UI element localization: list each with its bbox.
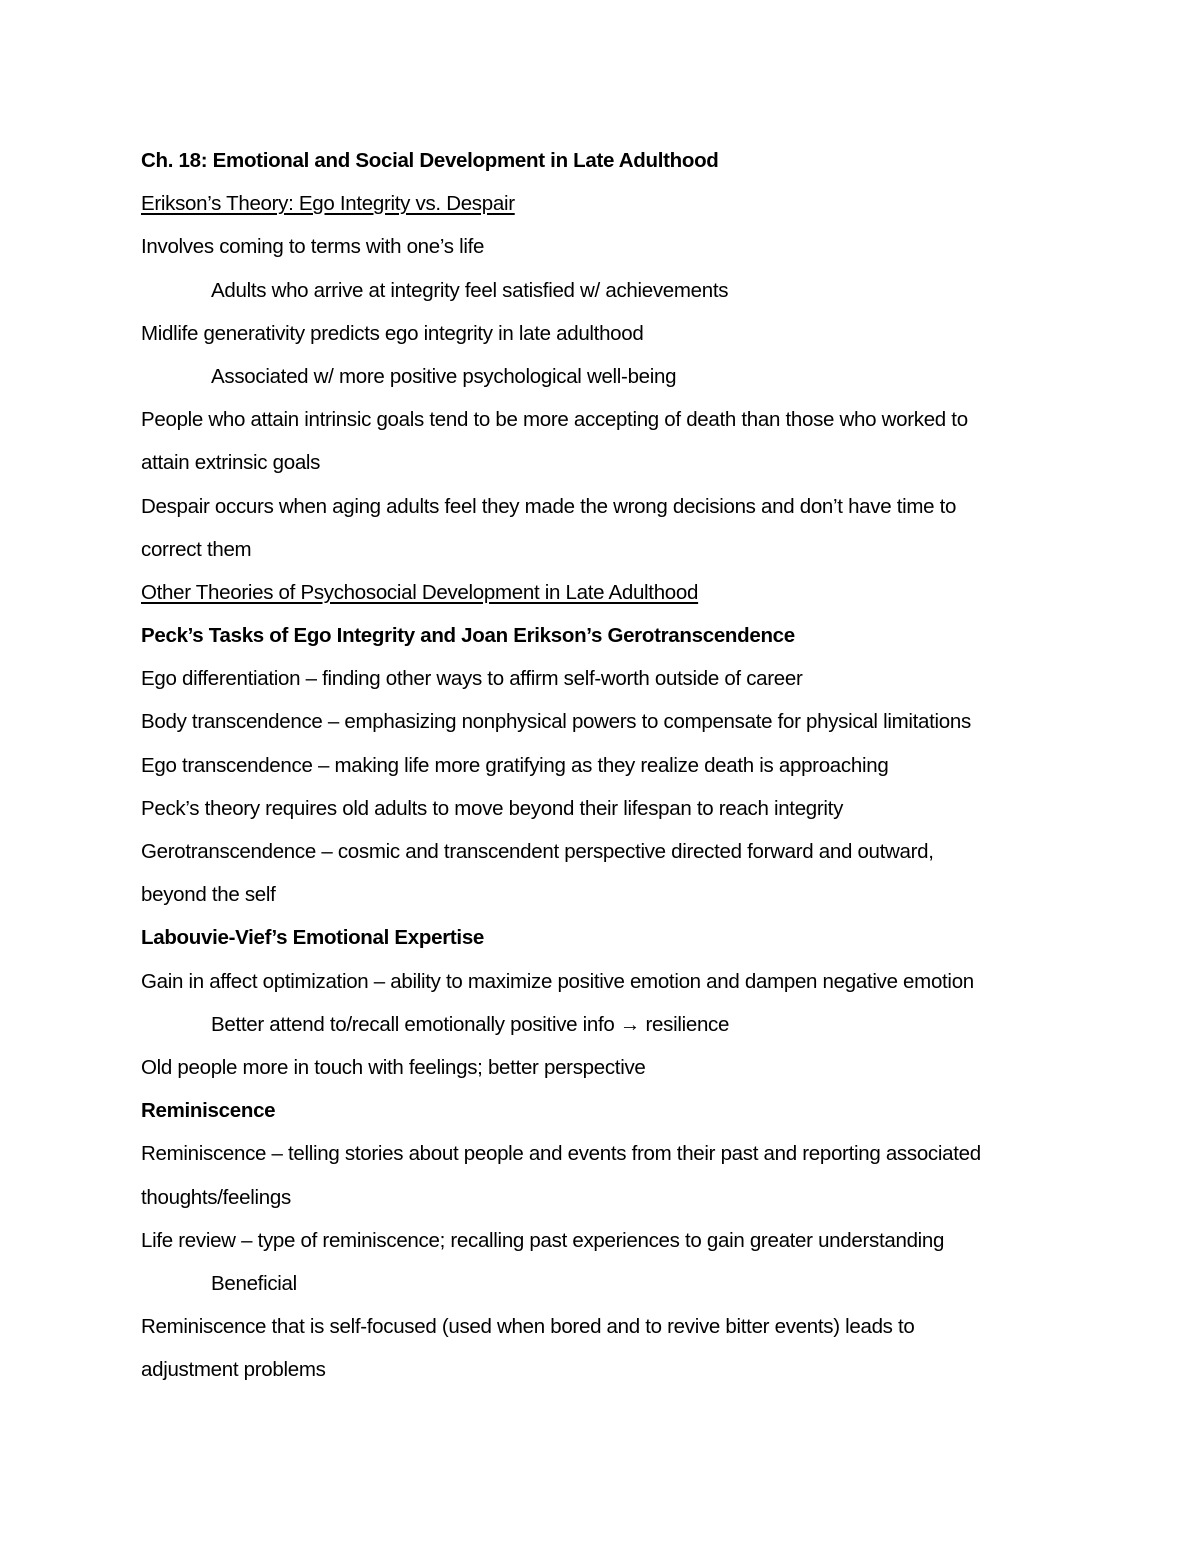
paragraph-line: Involves coming to terms with one’s life bbox=[141, 235, 485, 259]
paragraph-line: Life review – type of reminiscence; recalling past experiences to gain greater understanding bbox=[141, 1228, 945, 1252]
section-heading-erikson: Erikson’s Theory: Ego Integrity vs. Despair bbox=[141, 192, 515, 216]
paragraph-line: thoughts/feelings bbox=[141, 1185, 291, 1209]
paragraph-line: Midlife generativity predicts ego integrity in late adulthood bbox=[141, 321, 644, 345]
paragraph-line: Old people more in touch with feelings; better perspective bbox=[141, 1055, 646, 1079]
paragraph-line: adjustment problems bbox=[141, 1358, 326, 1382]
line-text: resilience bbox=[640, 1012, 730, 1036]
paragraph-line: Ego transcendence – making life more gratifying as they realize death is approaching bbox=[141, 753, 889, 777]
section-heading-other-theories: Other Theories of Psychosocial Development in Late Adulthood bbox=[141, 580, 699, 604]
indented-line: Adults who arrive at integrity feel satisfied w/ achievements bbox=[211, 278, 729, 302]
paragraph-line: People who attain intrinsic goals tend to be more accepting of death than those who worked to bbox=[141, 408, 968, 432]
document-body bbox=[141, 139, 1081, 1391]
paragraph-line: Peck’s theory requires old adults to move beyond their lifespan to reach integrity bbox=[141, 796, 844, 820]
document-title: Ch. 18: Emotional and Social Development in Late Adulthood bbox=[141, 149, 719, 172]
right-arrow-icon: → bbox=[619, 1012, 641, 1036]
paragraph-line: Gerotranscendence – cosmic and transcendent perspective directed forward and outward, bbox=[141, 840, 934, 863]
subheading-peck: Peck’s Tasks of Ego Integrity and Joan Erikson’s Gerotranscendence bbox=[141, 624, 795, 648]
paragraph-line: Body transcendence – emphasizing nonphysical powers to compensate for physical limitations bbox=[141, 710, 971, 734]
paragraph-line: Gain in affect optimization – ability to maximize positive emotion and dampen negative emotion bbox=[141, 969, 974, 993]
subheading-reminiscence: Reminiscence bbox=[141, 1099, 276, 1123]
indented-line: Beneficial bbox=[211, 1271, 297, 1295]
subheading-labouvie-vief: Labouvie-Vief’s Emotional Expertise bbox=[141, 926, 485, 950]
paragraph-line: beyond the self bbox=[141, 883, 276, 907]
paragraph-line: correct them bbox=[141, 537, 252, 561]
indented-line: Associated w/ more positive psychological well-being bbox=[211, 364, 677, 388]
paragraph-line: Despair occurs when aging adults feel they made the wrong decisions and don’t have time to bbox=[141, 494, 957, 518]
paragraph-line: Reminiscence – telling stories about people and events from their past and reporting associated bbox=[141, 1142, 981, 1166]
paragraph-line: attain extrinsic goals bbox=[141, 451, 321, 475]
indented-line bbox=[141, 1003, 1081, 1046]
paragraph-line: Reminiscence that is self-focused (used when bored and to revive bitter events) leads to bbox=[141, 1315, 915, 1339]
paragraph-line: Ego differentiation – finding other ways to affirm self-worth outside of career bbox=[141, 667, 803, 691]
line-text: Better attend to/recall emotionally positive info bbox=[211, 1012, 620, 1036]
